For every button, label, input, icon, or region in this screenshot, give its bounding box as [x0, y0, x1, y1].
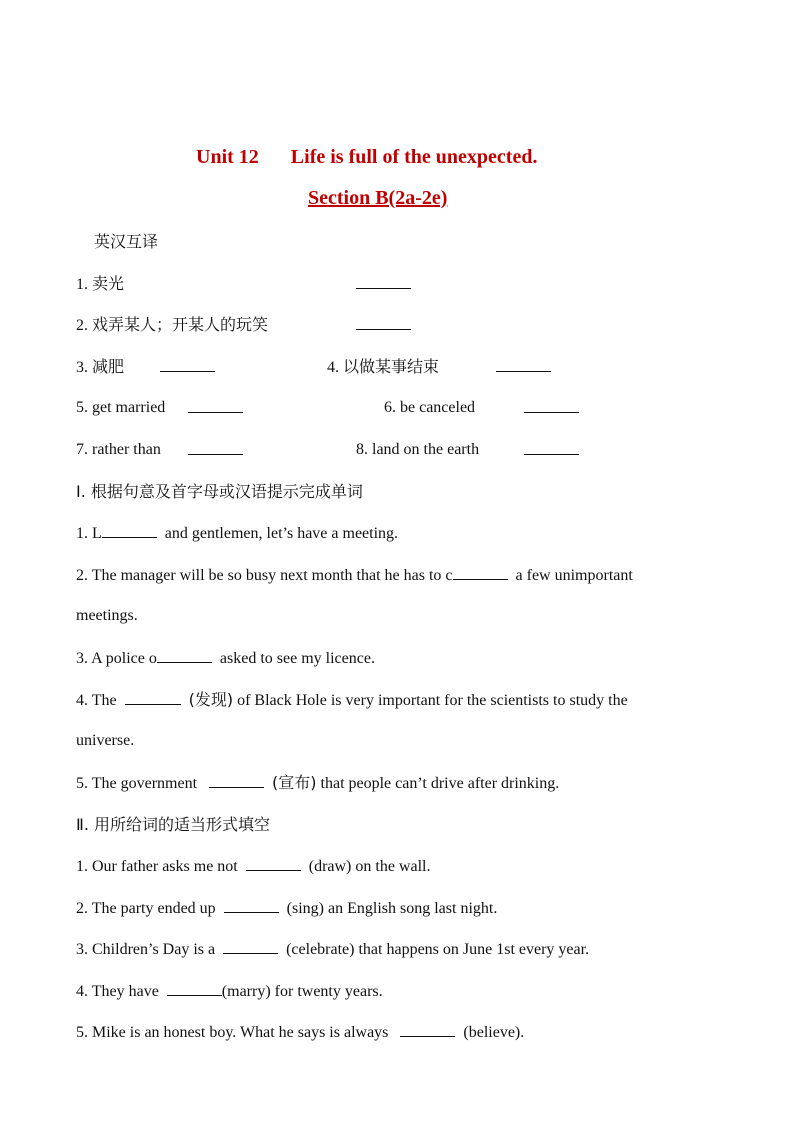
unit-topic: Life is full of the unexpected. [290, 146, 538, 168]
translation-item-7: 7. rather than [76, 441, 161, 458]
question-2-1: 1. Our father asks me not (draw) on the wall. [76, 858, 431, 875]
answer-blank[interactable] [246, 856, 301, 871]
answer-blank[interactable] [188, 398, 243, 413]
section-2-heading: Ⅱ. 用所给词的适当形式填空 [76, 815, 271, 834]
answer-blank[interactable] [496, 357, 551, 372]
answer-blank[interactable] [400, 1022, 455, 1037]
subtitle-text: Section B(2a-2e) [308, 187, 448, 209]
translation-item-4: 4. 以做某事结束 [327, 357, 440, 376]
answer-blank[interactable] [453, 565, 508, 580]
translation-item-2: 2. 戏弄某人；开某人的玩笑 [76, 315, 269, 334]
answer-blank[interactable] [524, 398, 579, 413]
question-2-3: 3. Children’s Day is a (celebrate) that happens on June 1st every year. [76, 941, 590, 958]
translation-item-6: 6. be canceled [384, 399, 476, 416]
translation-item-8: 8. land on the earth [356, 441, 480, 458]
answer-blank[interactable] [223, 939, 278, 954]
question-2-4: 4. They have (marry) for twenty years. [76, 983, 383, 1000]
answer-blank[interactable] [160, 357, 215, 372]
answer-blank[interactable] [356, 315, 411, 330]
unit-label: Unit 12 [196, 146, 259, 168]
question-1-5: 5. The government (宣布) that people can’t drive after drinking. [76, 773, 560, 792]
answer-blank[interactable] [188, 440, 243, 455]
question-1-4-cont: universe. [76, 732, 135, 749]
translation-heading: 英汉互译 [94, 232, 159, 251]
question-1-3: 3. A police o asked to see my licence. [76, 650, 375, 667]
question-1-4: 4. The (发现) of Black Hole is very important for the scientists to study the [76, 690, 628, 709]
answer-blank[interactable] [157, 648, 212, 663]
section-subtitle [286, 188, 477, 208]
translation-item-1: 1. 卖光 [76, 274, 125, 293]
answer-blank[interactable] [209, 773, 264, 788]
answer-blank[interactable] [125, 690, 181, 705]
page-title [196, 147, 537, 167]
answer-blank[interactable] [524, 440, 579, 455]
section-1-heading: Ⅰ. 根据句意及首字母或汉语提示完成单词 [76, 482, 363, 501]
answer-blank[interactable] [167, 981, 222, 996]
answer-blank[interactable] [224, 898, 279, 913]
question-2-5: 5. Mike is an honest boy. What he says is always (believe). [76, 1024, 525, 1041]
translation-item-3: 3. 减肥 [76, 357, 125, 376]
question-1-2-cont: meetings. [76, 607, 138, 624]
question-2-2: 2. The party ended up (sing) an English song last night. [76, 900, 498, 917]
translation-item-5: 5. get married [76, 399, 166, 416]
question-1-2: 2. The manager will be so busy next month that he has to c a few unimportant [76, 567, 633, 584]
answer-blank[interactable] [356, 274, 411, 289]
answer-blank[interactable] [102, 523, 157, 538]
question-1-1: 1. L and gentlemen, let’s have a meeting. [76, 525, 399, 542]
